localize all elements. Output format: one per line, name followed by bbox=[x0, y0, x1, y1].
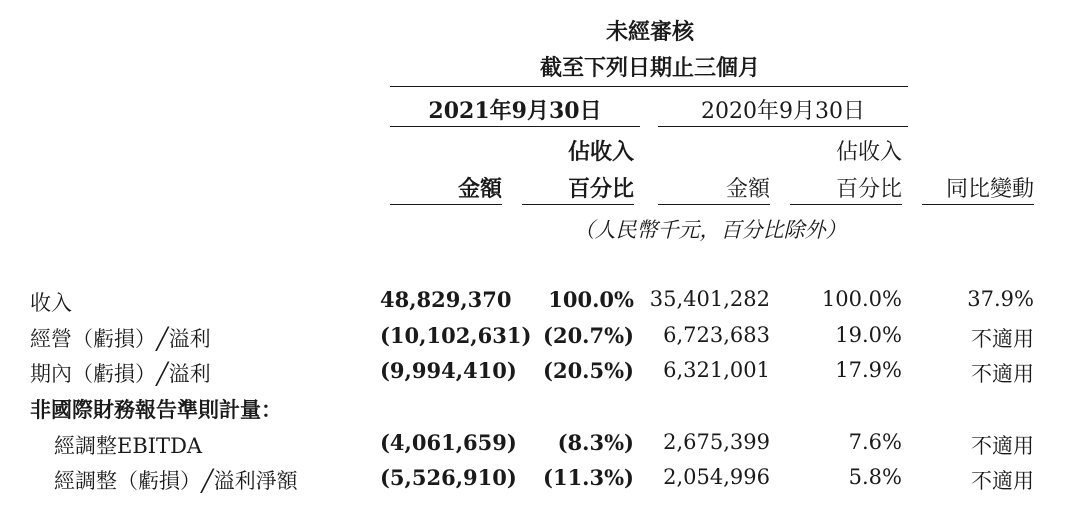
pct-2020: 7.6% bbox=[848, 430, 902, 454]
amount-2021: 48,829,370 bbox=[380, 287, 512, 312]
row-label: 經調整（虧損）╱溢利淨額 bbox=[54, 469, 298, 493]
amount-2020-header: 金額 bbox=[725, 177, 770, 202]
pct-rev-2021-line2: 百分比 bbox=[567, 177, 634, 202]
pct-2021-rule bbox=[522, 204, 634, 205]
row-label: 經營（虧損）╱溢利 bbox=[30, 327, 211, 351]
pct-2021: (11.3%) bbox=[543, 465, 634, 490]
amount-2020-rule bbox=[658, 204, 770, 205]
amount-2021: (10,102,631) bbox=[380, 323, 532, 348]
amount-2021: (4,061,659) bbox=[380, 430, 517, 455]
amount-2020: 2,054,996 bbox=[663, 465, 770, 489]
date-2020-rule bbox=[658, 126, 908, 127]
amount-2020: 35,401,282 bbox=[649, 287, 770, 311]
amount-2020: 6,321,001 bbox=[663, 358, 770, 382]
pct-2020-rule bbox=[790, 204, 902, 205]
pct-rev-2020-line2: 百分比 bbox=[835, 177, 902, 202]
yoy-header: 同比變動 bbox=[945, 177, 1034, 202]
pct-2021: (8.3%) bbox=[557, 430, 634, 455]
amount-2021: (9,994,410) bbox=[380, 358, 517, 383]
date-2021-rule bbox=[390, 126, 640, 127]
pct-2020: 100.0% bbox=[821, 287, 902, 311]
row-label: 收入 bbox=[30, 291, 72, 315]
pct-rev-2021-line1: 佔收入 bbox=[567, 140, 634, 165]
amount-2021-header: 金額 bbox=[457, 177, 502, 202]
pct-2020: 5.8% bbox=[848, 465, 902, 489]
yoy-change: 不適用 bbox=[971, 327, 1034, 351]
unaudited-heading: 未經審核 bbox=[605, 20, 694, 45]
pct-2021: 100.0% bbox=[548, 287, 634, 312]
amount-2020: 2,675,399 bbox=[663, 430, 770, 454]
pct-2020: 19.0% bbox=[835, 323, 902, 347]
amount-2020: 6,723,683 bbox=[663, 323, 770, 347]
amount-2021-rule bbox=[390, 204, 502, 205]
pct-rev-2020-line1: 佔收入 bbox=[835, 140, 902, 165]
non-ifrs-heading: 非國際財務報告準則計量： bbox=[30, 398, 282, 422]
yoy-change: 不適用 bbox=[971, 362, 1034, 386]
yoy-change: 37.9% bbox=[967, 287, 1034, 311]
period-heading: 截至下列日期止三個月 bbox=[539, 56, 760, 81]
pct-2021: (20.7%) bbox=[543, 323, 634, 348]
amount-2021: (5,526,910) bbox=[380, 465, 517, 490]
date-2020-heading: 2020年9月30日 bbox=[701, 99, 865, 124]
yoy-change: 不適用 bbox=[971, 469, 1034, 493]
period-rule bbox=[390, 86, 908, 87]
pct-2021: (20.5%) bbox=[543, 358, 634, 383]
pct-2020: 17.9% bbox=[835, 358, 902, 382]
date-2021-heading: 2021年9月30日 bbox=[428, 98, 602, 124]
unit-note: （人民幣千元，百分比除外） bbox=[573, 218, 847, 242]
yoy-rule bbox=[922, 204, 1034, 205]
row-label: 經調整EBITDA bbox=[54, 434, 203, 458]
row-label: 期內（虧損）╱溢利 bbox=[30, 362, 211, 386]
yoy-change: 不適用 bbox=[971, 434, 1034, 458]
